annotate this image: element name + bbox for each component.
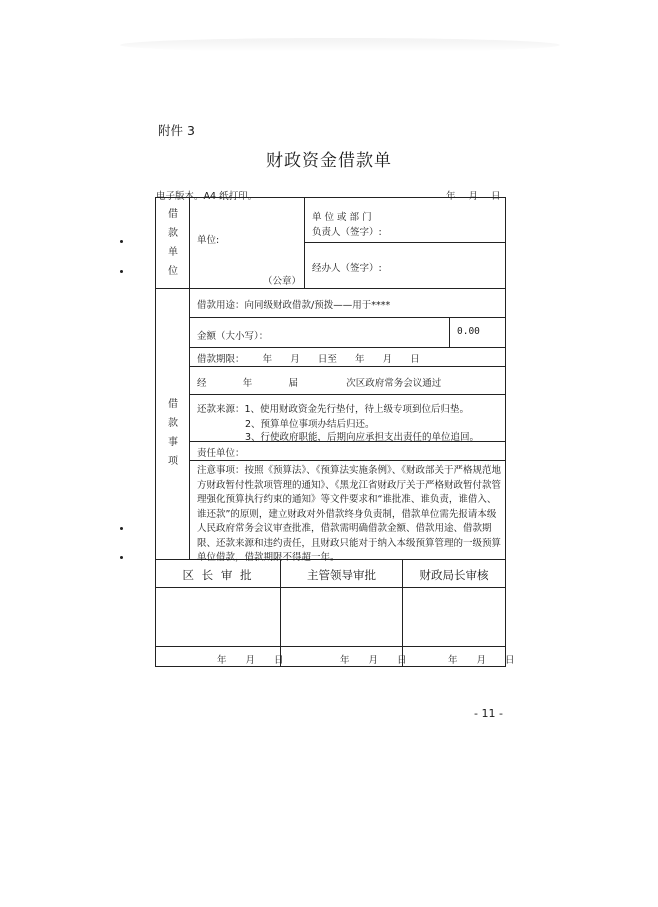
- unit-label: 单位:: [197, 235, 220, 246]
- period-text: 借款期限： 年 月 日至 年 月 日: [197, 354, 420, 365]
- dept-head-sign-label: 负责人（签字）:: [312, 227, 382, 238]
- meeting-text: 经 年 届 次区政府常务会议通过: [197, 378, 442, 389]
- leader-approval-heading: 主管领导审批: [307, 568, 376, 582]
- loan-form: [155, 197, 515, 667]
- scan-shadow: [120, 38, 560, 52]
- amount-label: 金额（大小写）：: [197, 331, 269, 342]
- bureau-review-heading: 财政局长审核: [419, 568, 489, 582]
- scan-dot: [120, 527, 123, 530]
- repay-line-2: 2、预算单位事项办结后归还。: [245, 419, 375, 430]
- purpose-text: 借款用途：向同级财政借款/预拨——用于****: [197, 300, 391, 311]
- leader-approval-date: 年 月 日: [340, 655, 407, 666]
- handler-sign-label: 经办人（签字）:: [312, 263, 382, 274]
- amount-value: 0.00: [457, 326, 480, 337]
- responsible-label: 责任单位：: [197, 448, 245, 459]
- loan-vertical-label: 借 款 事 项: [168, 399, 178, 467]
- bureau-review-date: 年 月 日: [448, 655, 515, 666]
- dept-head-label: 单 位 或 部 门: [312, 212, 372, 223]
- page-title: 财政资金借款单: [266, 151, 392, 171]
- header-date: 年 月 日: [446, 191, 501, 202]
- scan-dot: [120, 556, 123, 559]
- page-number: - 11 -: [474, 707, 503, 720]
- scan-dot: [120, 240, 123, 243]
- repay-line-3: 3、行使政府职能，后期向应承担支出责任的单位追回。: [245, 432, 480, 443]
- notice-text: 注意事项：按照《预算法》、《预算法实施条例》、《财政部关于严格规范地方财政暂付性款项管理的通知》、《黑龙江省财政厅关于严格财政暂付款管理强化预算执行约束的通知》等文件要求和“谁批准、谁负责，谁借入、谁还款”的原则，建立财政对外借款终身负责制，借款单位需先报请本级人民政府常务会议审查批准，借款需明确借款金额、借款用途、借款期限、还款来源和违约责任，且财政只能对于纳入本级预算管理的一级预算单位借款，借款期限不得超一年。: [197, 465, 502, 563]
- print-note: 电子版本。A4 纸打印。: [156, 191, 258, 202]
- district-approval-date: 年 月 日: [217, 655, 284, 666]
- scan-dot: [120, 270, 123, 273]
- repay-line-1: 还款来源：1、使用财政资金先行垫付，待上级专项到位后归垫。: [197, 404, 470, 415]
- seal-label: （公章）: [263, 276, 302, 287]
- attachment-label: 附件 3: [158, 123, 195, 138]
- borrower-vertical-label: 借 款 单 位: [168, 209, 178, 277]
- district-approval-heading: 区 长 审 批: [182, 568, 254, 582]
